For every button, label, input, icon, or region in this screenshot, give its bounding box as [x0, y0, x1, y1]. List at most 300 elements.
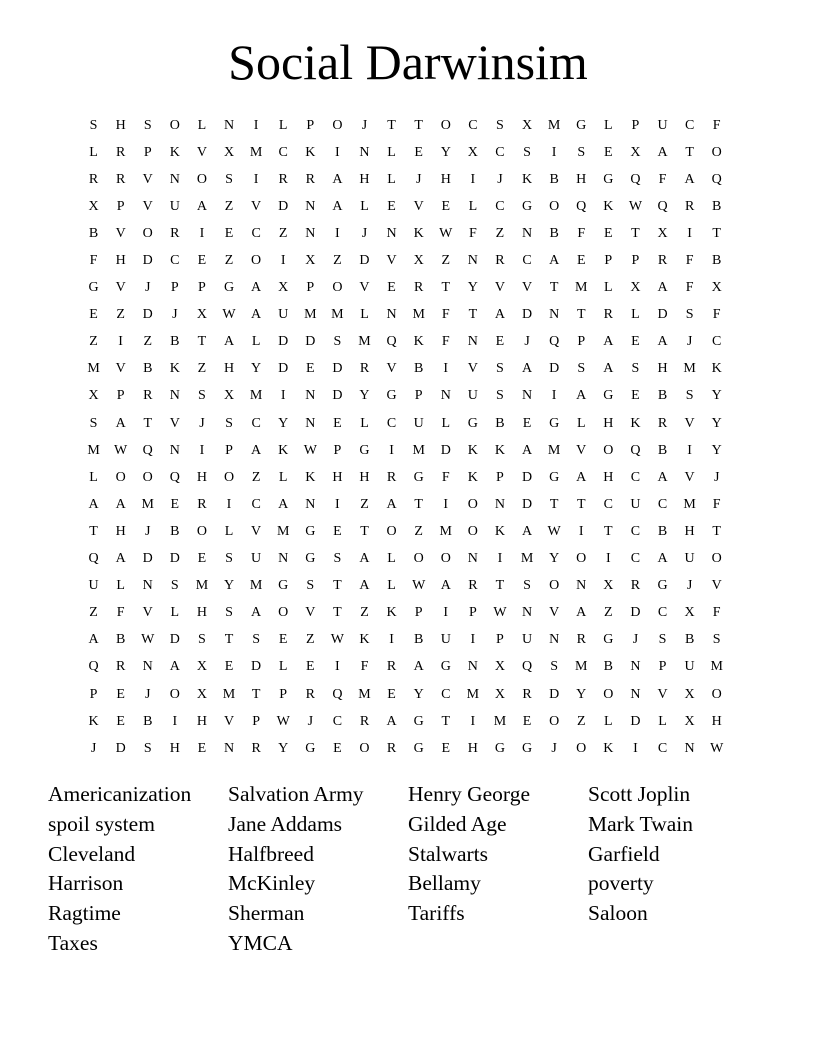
grid-letter: M [358, 334, 371, 350]
grid-letter: P [225, 442, 233, 458]
grid-letter: T [224, 632, 234, 648]
grid-letter: Q [386, 334, 397, 350]
grid-letter: W [222, 307, 236, 323]
grid-letter: D [278, 334, 289, 350]
grid-letter: N [630, 659, 641, 675]
grid-letter: A [657, 334, 668, 350]
grid-letter: I [389, 442, 394, 458]
grid-letter: C [657, 605, 668, 621]
grid-letter: G [413, 469, 424, 485]
grid-letter: P [279, 686, 288, 702]
grid-letter: V [169, 415, 180, 431]
word-list-item: McKinley [228, 871, 316, 896]
grid-letter: T [143, 415, 153, 431]
grid-letter: T [251, 686, 261, 702]
grid-letter: N [223, 740, 235, 756]
grid-letter: I [335, 225, 340, 241]
grid-letter: Z [441, 253, 451, 269]
grid-letter: E [576, 253, 586, 269]
grid-letter: X [305, 253, 316, 269]
word-list-item: Taxes [48, 930, 98, 955]
grid-letter: I [253, 171, 259, 187]
grid-letter: C [441, 686, 451, 702]
grid-letter: K [603, 198, 614, 214]
grid-letter: X [196, 686, 207, 702]
grid-letter: Z [414, 523, 423, 539]
grid-letter: U [684, 551, 695, 567]
grid-letter: M [358, 686, 371, 702]
grid-letter: K [305, 144, 316, 160]
grid-letter: B [712, 253, 722, 269]
grid-letter: O [169, 117, 180, 133]
grid-letter: X [223, 144, 235, 160]
grid-letter: E [224, 659, 234, 675]
grid-letter: I [335, 496, 340, 512]
grid-letter: R [386, 659, 397, 675]
grid-letter: R [359, 713, 370, 729]
grid-letter: F [712, 496, 721, 512]
grid-letter: P [116, 388, 125, 404]
grid-letter: U [684, 659, 695, 675]
grid-letter: L [576, 415, 586, 431]
grid-letter: B [170, 334, 180, 350]
grid-letter: I [280, 253, 286, 269]
grid-letter: E [197, 253, 207, 269]
grid-letter: O [196, 523, 207, 539]
word-list-item: Bellamy [408, 871, 481, 896]
grid-letter: J [172, 307, 178, 323]
grid-letter: R [603, 307, 613, 323]
grid-letter: O [142, 469, 153, 485]
grid-letter: T [414, 496, 423, 512]
grid-letter: M [439, 523, 452, 539]
grid-letter: N [467, 659, 478, 675]
grid-letter: R [170, 225, 180, 241]
grid-letter: Y [440, 144, 451, 160]
grid-letter: Z [197, 361, 207, 377]
grid-letter: R [251, 740, 261, 756]
grid-letter: I [497, 551, 503, 567]
grid-letter: X [88, 198, 99, 214]
grid-letter: R [115, 144, 126, 160]
grid-letter: Z [495, 225, 505, 241]
grid-letter: B [549, 171, 559, 187]
grid-letter: A [521, 523, 533, 539]
grid-letter: D [115, 740, 126, 756]
grid-letter: S [631, 361, 640, 377]
grid-letter: S [306, 578, 315, 594]
grid-letter: L [278, 469, 288, 485]
grid-letter: R [657, 253, 668, 269]
grid-letter: P [468, 605, 477, 621]
grid-letter: A [88, 496, 99, 512]
grid-letter: V [115, 280, 126, 296]
grid-letter: H [196, 469, 207, 485]
grid-letter: L [278, 659, 288, 675]
grid-letter: J [632, 632, 639, 648]
grid-letter: Z [278, 225, 288, 241]
grid-letter: K [413, 334, 424, 350]
grid-letter: A [332, 198, 343, 214]
grid-letter: S [333, 551, 342, 567]
grid-letter: P [116, 198, 125, 214]
grid-letter: M [683, 496, 696, 512]
grid-letter: L [89, 144, 98, 160]
grid-letter: X [467, 144, 478, 160]
grid-letter: A [115, 496, 126, 512]
grid-letter: H [657, 361, 668, 377]
grid-letter: L [360, 307, 369, 323]
grid-letter: K [603, 740, 614, 756]
grid-letter: Q [88, 551, 99, 567]
grid-letter: D [657, 307, 668, 323]
grid-letter: G [413, 740, 424, 756]
grid-letter: D [521, 496, 533, 512]
grid-letter: Q [332, 686, 343, 702]
grid-letter: I [687, 225, 692, 241]
grid-letter: E [333, 523, 342, 539]
word-list-item: Mark Twain [588, 811, 693, 836]
grid-letter: Y [278, 415, 289, 431]
grid-letter: V [115, 361, 126, 377]
grid-letter: N [386, 307, 397, 323]
grid-letter: L [387, 171, 396, 187]
grid-letter: N [549, 307, 560, 323]
grid-letter: M [575, 280, 588, 296]
grid-letter: S [523, 144, 531, 160]
grid-letter: H [576, 171, 587, 187]
grid-letter: N [467, 551, 478, 567]
grid-letter: B [657, 442, 668, 458]
grid-letter: A [440, 578, 451, 594]
grid-letter: U [630, 496, 641, 512]
grid-letter: H [440, 171, 451, 187]
grid-letter: R [115, 171, 126, 187]
grid-letter: X [196, 307, 207, 323]
grid-letter: V [549, 605, 560, 621]
grid-letter: N [142, 659, 153, 675]
grid-letter: A [332, 171, 343, 187]
grid-letter: T [89, 523, 98, 539]
grid-letter: Y [711, 442, 722, 458]
grid-letter: E [631, 388, 640, 404]
grid-letter: M [249, 388, 263, 404]
grid-letter: R [386, 740, 397, 756]
grid-letter: A [251, 280, 262, 296]
grid-letter: O [711, 686, 722, 702]
grid-letter: V [684, 415, 695, 431]
grid-letter: H [711, 713, 722, 729]
grid-letter: S [496, 117, 504, 133]
grid-letter: A [196, 198, 207, 214]
grid-letter: X [196, 659, 207, 675]
grid-letter: O [142, 225, 153, 241]
word-list-item: Garfield [588, 841, 660, 866]
grid-letter: F [468, 225, 477, 241]
grid-letter: R [278, 171, 288, 187]
grid-letter: H [359, 469, 370, 485]
grid-letter: Q [169, 469, 180, 485]
grid-letter: K [169, 144, 180, 160]
grid-letter: L [278, 117, 288, 133]
grid-letter: J [361, 117, 368, 133]
grid-letter: Y [251, 361, 262, 377]
grid-letter: I [551, 388, 557, 404]
grid-letter: X [657, 225, 668, 241]
grid-letter: B [414, 632, 424, 648]
grid-letter: H [359, 171, 370, 187]
grid-letter: F [577, 225, 586, 241]
grid-letter: A [576, 469, 587, 485]
grid-letter: D [359, 253, 370, 269]
grid-letter: W [330, 632, 344, 648]
grid-letter: A [223, 334, 235, 350]
grid-letter: H [603, 469, 614, 485]
grid-letter: P [496, 469, 504, 485]
grid-letter: O [115, 469, 126, 485]
grid-letter: V [196, 144, 207, 160]
grid-letter: M [304, 307, 317, 323]
grid-letter: I [335, 659, 340, 675]
grid-letter: L [224, 523, 234, 539]
word-list-item: Jane Addams [228, 811, 343, 836]
grid-letter: I [226, 496, 232, 512]
grid-letter: X [223, 388, 235, 404]
grid-letter: Y [711, 415, 722, 431]
grid-letter: S [550, 659, 559, 675]
grid-letter: S [252, 632, 260, 648]
grid-letter: W [493, 605, 507, 621]
grid-letter: I [443, 496, 449, 512]
grid-letter: K [305, 469, 316, 485]
grid-letter: A [386, 496, 397, 512]
grid-letter: N [440, 388, 451, 404]
grid-letter: Z [224, 198, 234, 214]
grid-letter: V [386, 253, 397, 269]
grid-letter: M [466, 686, 480, 702]
grid-letter: M [141, 496, 154, 512]
grid-letter: A [684, 171, 695, 187]
grid-letter: K [359, 632, 370, 648]
grid-letter: O [386, 523, 397, 539]
grid-letter: C [684, 117, 695, 133]
grid-letter: M [520, 551, 534, 567]
grid-letter: Y [711, 388, 722, 404]
grid-letter: N [278, 551, 289, 567]
grid-letter: R [576, 632, 586, 648]
grid-letter: Z [143, 334, 153, 350]
grid-letter: K [413, 225, 424, 241]
grid-letter: I [443, 361, 449, 377]
grid-letter: K [88, 713, 99, 729]
grid-letter: E [333, 415, 342, 431]
grid-letter: J [686, 578, 693, 594]
grid-letter: V [115, 225, 126, 241]
grid-letter: S [225, 415, 233, 431]
grid-letter: N [549, 632, 560, 648]
grid-letter: L [604, 713, 613, 729]
grid-letter: D [305, 334, 316, 350]
grid-letter: Q [630, 171, 641, 187]
grid-letter: K [521, 171, 533, 187]
word-list [48, 780, 768, 959]
grid-letter: T [333, 605, 342, 621]
grid-letter: Z [89, 605, 98, 621]
grid-letter: V [223, 713, 235, 729]
grid-letter: R [305, 686, 315, 702]
grid-letter: E [224, 225, 234, 241]
grid-letter: I [687, 442, 692, 458]
grid-letter: A [576, 388, 587, 404]
grid-letter: O [359, 740, 370, 756]
grid-letter: O [278, 605, 289, 621]
grid-letter: S [496, 388, 504, 404]
grid-letter: O [549, 578, 560, 594]
grid-letter: S [225, 171, 233, 187]
grid-letter: O [549, 713, 560, 729]
grid-letter: V [305, 605, 316, 621]
grid-letter: A [386, 713, 397, 729]
grid-letter: N [494, 496, 506, 512]
grid-letter: I [335, 144, 340, 160]
grid-letter: E [306, 659, 315, 675]
grid-letter: F [685, 253, 694, 269]
grid-letter: N [305, 225, 316, 241]
grid-letter: C [170, 253, 180, 269]
grid-letter: I [172, 713, 178, 729]
grid-letter: Q [88, 659, 99, 675]
grid-letter: C [251, 415, 261, 431]
grid-letter: V [359, 280, 370, 296]
grid-letter: E [306, 361, 315, 377]
grid-letter: E [197, 740, 207, 756]
grid-letter: V [494, 280, 506, 296]
grid-letter: R [143, 388, 153, 404]
grid-letter: E [414, 144, 423, 160]
grid-letter: Y [359, 388, 370, 404]
grid-letter: A [359, 578, 370, 594]
grid-letter: B [414, 361, 424, 377]
grid-letter: D [549, 686, 560, 702]
grid-letter: O [603, 686, 614, 702]
grid-letter: G [305, 740, 316, 756]
grid-letter: T [468, 307, 478, 323]
grid-letter: K [494, 523, 506, 539]
grid-letter: N [630, 686, 641, 702]
grid-letter: L [387, 144, 396, 160]
grid-letter: G [549, 415, 560, 431]
grid-letter: O [413, 551, 424, 567]
grid-letter: R [657, 415, 668, 431]
grid-letter: I [253, 117, 259, 133]
grid-letter: L [441, 415, 451, 431]
grid-letter: T [712, 225, 721, 241]
grid-letter: Y [223, 578, 235, 594]
word-list-item: Scott Joplin [588, 782, 691, 806]
grid-letter: S [143, 117, 152, 133]
grid-letter: J [145, 523, 151, 539]
grid-letter: L [468, 198, 478, 214]
grid-letter: M [412, 442, 425, 458]
grid-letter: T [576, 307, 586, 323]
word-list-item: Americanization [48, 782, 192, 806]
grid-letter: P [198, 280, 206, 296]
grid-letter: E [387, 686, 396, 702]
grid-letter: M [547, 117, 561, 133]
grid-letter: S [658, 632, 667, 648]
grid-letter: V [657, 686, 668, 702]
grid-letter: A [278, 496, 289, 512]
grid-letter: I [578, 523, 584, 539]
grid-letter: X [684, 713, 695, 729]
grid-letter: G [223, 280, 235, 296]
word-list-item: Henry George [408, 782, 530, 806]
grid-letter: S [198, 632, 206, 648]
word-list-item: Salvation Army [228, 782, 364, 806]
grid-letter: S [577, 144, 586, 160]
grid-letter: S [333, 334, 342, 350]
grid-letter: O [467, 496, 478, 512]
grid-letter: M [575, 659, 588, 675]
grid-letter: R [414, 280, 424, 296]
grid-letter: W [439, 225, 453, 241]
grid-letter: U [657, 117, 668, 133]
grid-letter: L [387, 578, 396, 594]
grid-letter: T [441, 713, 451, 729]
grid-letter: I [470, 632, 476, 648]
grid-letter: O [251, 253, 262, 269]
grid-letter: S [685, 388, 694, 404]
grid-letter: N [521, 388, 533, 404]
grid-letter: I [443, 605, 449, 621]
grid-letter: W [710, 740, 724, 756]
grid-letter: H [684, 523, 695, 539]
grid-letter: E [522, 415, 532, 431]
grid-letter: D [332, 361, 343, 377]
grid-letter: X [684, 686, 695, 702]
grid-letter: L [387, 551, 396, 567]
grid-letter: H [115, 253, 126, 269]
grid-letter: V [467, 361, 478, 377]
grid-letter: X [278, 280, 289, 296]
grid-letter: D [332, 388, 343, 404]
grid-letter: C [712, 334, 722, 350]
grid-letter: Y [576, 686, 587, 702]
grid-letter: N [305, 415, 316, 431]
grid-letter: E [89, 307, 98, 323]
grid-letter: N [684, 740, 695, 756]
grid-letter: W [547, 523, 561, 539]
grid-letter: M [710, 659, 723, 675]
grid-letter: A [521, 442, 533, 458]
grid-letter: M [249, 578, 263, 594]
grid-letter: Z [360, 496, 369, 512]
grid-letter: M [87, 361, 100, 377]
grid-letter: N [467, 334, 478, 350]
word-list-item: Harrison [48, 871, 124, 896]
grid-letter: A [657, 280, 668, 296]
grid-letter: J [497, 171, 503, 187]
grid-letter: E [631, 334, 640, 350]
grid-letter: E [441, 740, 451, 756]
grid-letter: I [633, 740, 638, 756]
grid-letter: T [576, 496, 586, 512]
grid-letter: N [576, 578, 587, 594]
grid-letter: T [414, 117, 423, 133]
grid-letter: S [143, 740, 152, 756]
grid-letter: Y [413, 686, 424, 702]
grid-letter: O [169, 686, 180, 702]
